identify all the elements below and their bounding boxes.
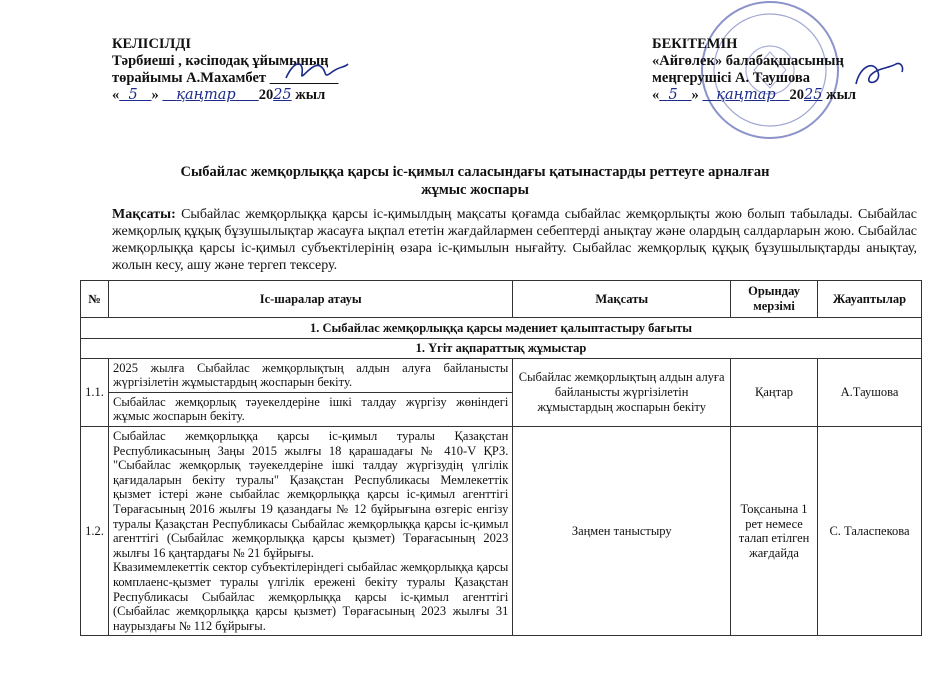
row-num: 1.1. xyxy=(81,358,109,426)
header-num: № xyxy=(81,281,109,318)
table-header-row xyxy=(81,281,922,318)
table-row xyxy=(81,426,922,635)
row-event: Сыбайлас жемқорлық тәуекелдеріне ішкі талдау жүргізу жөніндегі жұмыс жоспарын бекіту. xyxy=(108,392,512,426)
plan-table xyxy=(80,280,922,636)
header-event: Іс-шаралар атауы xyxy=(108,281,512,318)
document-title-line2: жұмыс жоспары xyxy=(421,182,529,198)
agreed-line2 xyxy=(112,70,339,87)
row-deadline: Тоқсанына 1 рет немесе талап етілген жағдайда xyxy=(731,426,818,635)
header-responsible: Жауаптылар xyxy=(818,281,922,318)
approved-date-month: қаңтар xyxy=(716,87,776,103)
approved-block xyxy=(652,36,856,104)
agreed-block xyxy=(112,36,339,104)
document-title xyxy=(80,163,870,199)
subsection-row xyxy=(81,339,922,359)
approved-date-year: 25 xyxy=(803,87,823,103)
row-responsible: С. Таласпекова xyxy=(818,426,922,635)
approved-date-day: 5 xyxy=(668,87,678,103)
approved-date: « 5 » қаңтар 2025 жыл xyxy=(652,87,857,103)
table-row xyxy=(81,358,922,392)
section-title: 1. Сыбайлас жемқорлыққа қарсы мәдениет қалыптастыру бағыты xyxy=(81,318,922,339)
aim-text: Сыбайлас жемқорлыққа қарсы іс-қимылдың мақсаты қоғамда сыбайлас жемқорлықты жою болып табылады. Сыбайлас жемқорлық құқық бұзушылықтар жасауға ықпал ететін жағдайлармен себептерді анықтау және олардың салдарларын жою. Сыбайлас жемқорлыққа қарсы іс-қимыл субъектілерінің өзара іс-қимылын нығайту. Сыбайлас жемқорлық құқық бұзушылықтарды анықтау, жолын кесу, ашу және тергеп тексеру. xyxy=(112,207,917,273)
signature-left xyxy=(282,56,352,86)
row-num: 1.2. xyxy=(81,426,109,635)
header-purpose: Мақсаты xyxy=(513,281,731,318)
row-purpose: Заңмен таныстыру xyxy=(513,426,731,635)
document-title-line1: Сыбайлас жемқорлыққа қарсы іс-қимыл саласындағы қатынастарды реттеуге арналған xyxy=(180,164,770,180)
approved-name: меңгерушісі А. Таушова xyxy=(652,70,810,86)
agreed-name: төрайымы А.Махамбет xyxy=(112,70,267,86)
aim-paragraph xyxy=(112,206,917,274)
agreed-date-day: 5 xyxy=(128,87,138,103)
approved-title: БЕКІТЕМІН xyxy=(652,36,738,52)
row-event-part1: Сыбайлас жемқорлыққа қарсы іс-қимыл туралы Қазақстан Республикасының Заңы 2015 жылғы 18 қарашадағы № 410-V ҚРЗ. "Сыбайлас жемқорлық тәуекелдеріне ішкі талдау жүргізудің үлгілік қағидаларын бекіту туралы" Қазақстан Республикасы Мемлекеттік қызмет істері және сыбайлас жемқорлыққа қарсы іс-қимыл агенттігі Төрағасының 2016 жылғы 19 қазандағы № 12 бұйрығына өзгеріс енгізу туралы Қазақстан Республикасы Сыбайлас жемқорлыққа қарсы іс-қимыл агенттігі (Сыбайлас жемқорлыққа қарсы қызмет) Төрағасының 2023 жылғы 16 қаңтардағы № 21 бұйрығы. xyxy=(112,428,509,560)
row-event xyxy=(108,426,512,635)
signature-right xyxy=(850,58,910,92)
row-purpose: Сыбайлас жемқорлықтың алдын алуға байланысты жүргізілетін жұмыстардың жоспарын бекіту xyxy=(513,358,731,426)
row-responsible: А.Таушова xyxy=(818,358,922,426)
agreed-line1: Тәрбиеші , кәсіподақ ұйымының xyxy=(112,53,329,69)
aim-label: Мақсаты: xyxy=(112,207,176,222)
approved-line1: «Айгөлек» балабақшасының xyxy=(652,53,844,69)
row-deadline: Қаңтар xyxy=(731,358,818,426)
row-event: 2025 жылға Сыбайлас жемқорлықтың алдын алуға байланысты жүргізілетін жұмыстардың жоспарын бекіту. xyxy=(108,358,512,392)
subsection-title: 1. Үгіт ақпараттық жұмыстар xyxy=(81,339,922,359)
approved-line2 xyxy=(652,70,856,87)
section-row xyxy=(81,318,922,339)
agreed-date: « 5 » қаңтар 2025 жыл xyxy=(112,87,326,103)
agreed-date-month: қаңтар xyxy=(176,87,236,103)
row-event-part2: Квазимемлекеттік сектор субъектілеріндегі сыбайлас жемқорлыққа қарсы комплаенс-қызмет туралы үлгілік ережені бекіту туралы Қазақстан Республикасы Сыбайлас жемқорлыққа қарсы іс-қимыл агенттігі (Сыбайлас жемқорлыққа қарсы қызмет) Төрағасының 2023 жылғы 31 наурыздағы № 112 бұйрығы. xyxy=(112,560,509,633)
agreed-date-year: 25 xyxy=(273,87,292,103)
agreed-title: КЕЛІСІЛДІ xyxy=(112,36,191,52)
header-deadline: Орындау мерзімі xyxy=(731,281,818,318)
